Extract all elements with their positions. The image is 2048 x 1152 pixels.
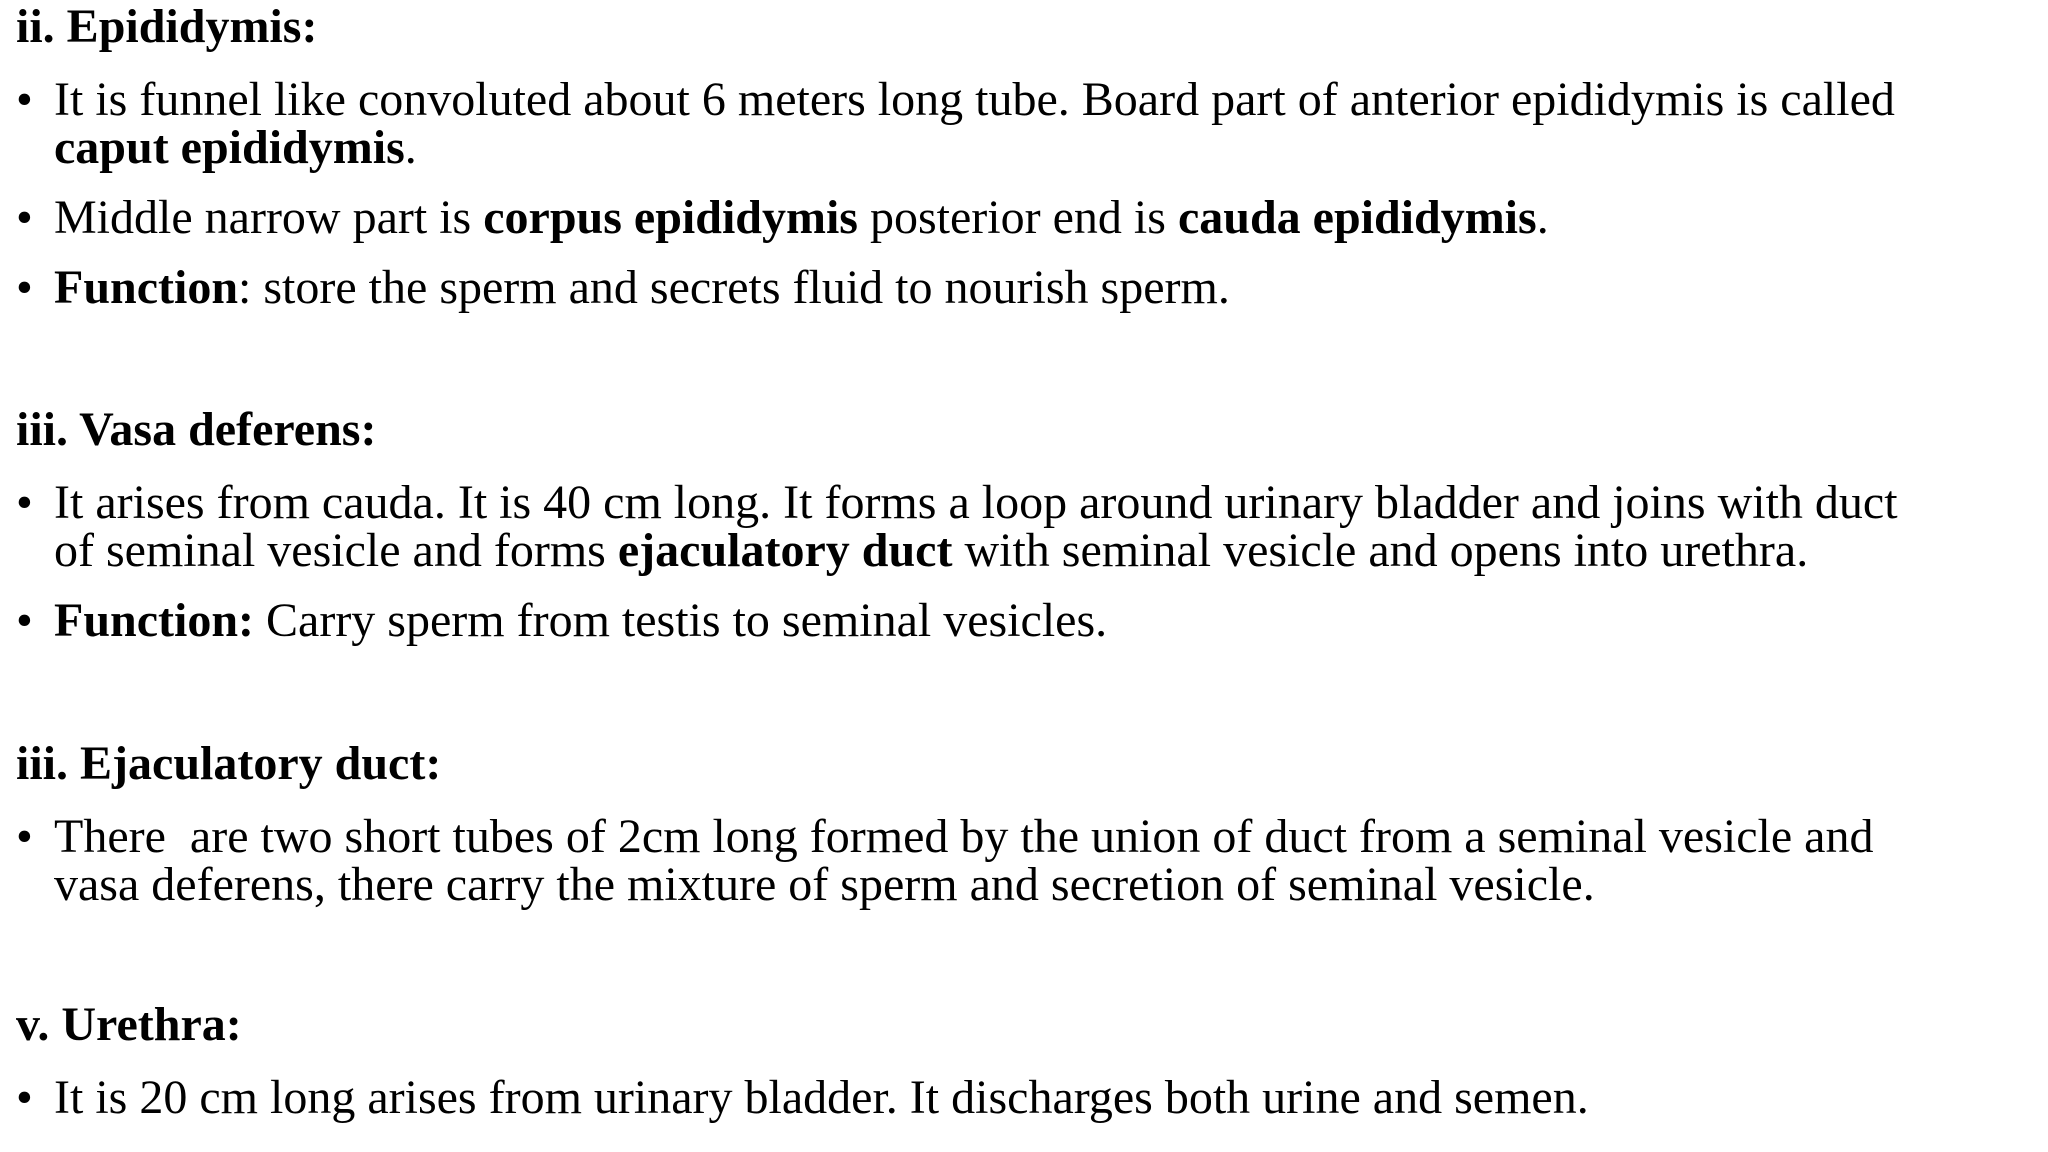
bullet-text: There are two short tubes of 2cm long formed by the union of duct from a seminal vesicle and (54, 810, 1874, 863)
bullet-text: posterior end is (857, 191, 1178, 244)
bullet-text: Middle narrow part is (54, 191, 484, 244)
section-urethra (16, 998, 2042, 1122)
term-cauda-epididymis: cauda epididymis (1177, 191, 1537, 244)
bullet-list-epididymis (16, 73, 2042, 314)
function-label: Function: (54, 594, 255, 647)
term-corpus-epididymis: corpus epididymis (483, 191, 858, 244)
bullet-item (16, 594, 2042, 647)
bullet-text: Carry sperm from testis to seminal vesicles. (254, 594, 1108, 647)
section-heading-ejaculatory-duct: iii. Ejaculatory duct: (16, 737, 442, 790)
section-heading-epididymis: ii. Epididymis: (16, 0, 318, 53)
bullet-item (16, 1071, 2042, 1124)
section-vasa-deferens (16, 403, 2042, 645)
function-label: Function (54, 261, 239, 314)
section-heading-urethra: v. Urethra: (16, 998, 242, 1051)
bullet-text: It is funnel like convoluted about 6 meters long tube. Board part of anterior epididymis is called (54, 73, 1895, 126)
bullet-text: vasa deferens, there carry the mixture of sperm and secretion of seminal vesicle. (54, 858, 1595, 911)
bullet-text: It arises from cauda. It is 40 cm long. It forms a loop around urinary bladder and joins with duct (54, 476, 1898, 529)
bullet-item (16, 810, 2042, 911)
term-ejaculatory-duct: ejaculatory duct (617, 524, 953, 577)
bullet-list-vasa-deferens (16, 476, 2042, 647)
bullet-icon: • (16, 476, 33, 529)
bullet-text: : store the sperm and secrets fluid to nourish sperm. (238, 261, 1230, 314)
bullet-icon: • (16, 810, 33, 863)
bullet-item (16, 73, 2042, 174)
bullet-icon: • (16, 1071, 33, 1124)
section-ejaculatory-duct (16, 737, 2042, 909)
bullet-item (16, 476, 2042, 577)
bullet-text: . (404, 121, 417, 174)
bullet-text: . (1536, 191, 1549, 244)
bullet-list-ejaculatory-duct (16, 810, 2042, 911)
bullet-text: with seminal vesicle and opens into urethra. (952, 524, 1809, 577)
bullet-icon: • (16, 191, 33, 244)
section-heading-vasa-deferens: iii. Vasa deferens: (16, 403, 377, 456)
bullet-item (16, 191, 2042, 244)
bullet-list-urethra (16, 1071, 2042, 1124)
bullet-icon: • (16, 594, 33, 647)
bullet-text: It is 20 cm long arises from urinary bladder. It discharges both urine and semen. (54, 1071, 1589, 1124)
bullet-item (16, 261, 2042, 314)
bullet-text: of seminal vesicle and forms (54, 524, 618, 577)
bullet-icon: • (16, 261, 33, 314)
section-epididymis (16, 0, 2042, 312)
term-caput-epididymis: caput epididymis (54, 121, 405, 174)
bullet-icon: • (16, 73, 33, 126)
